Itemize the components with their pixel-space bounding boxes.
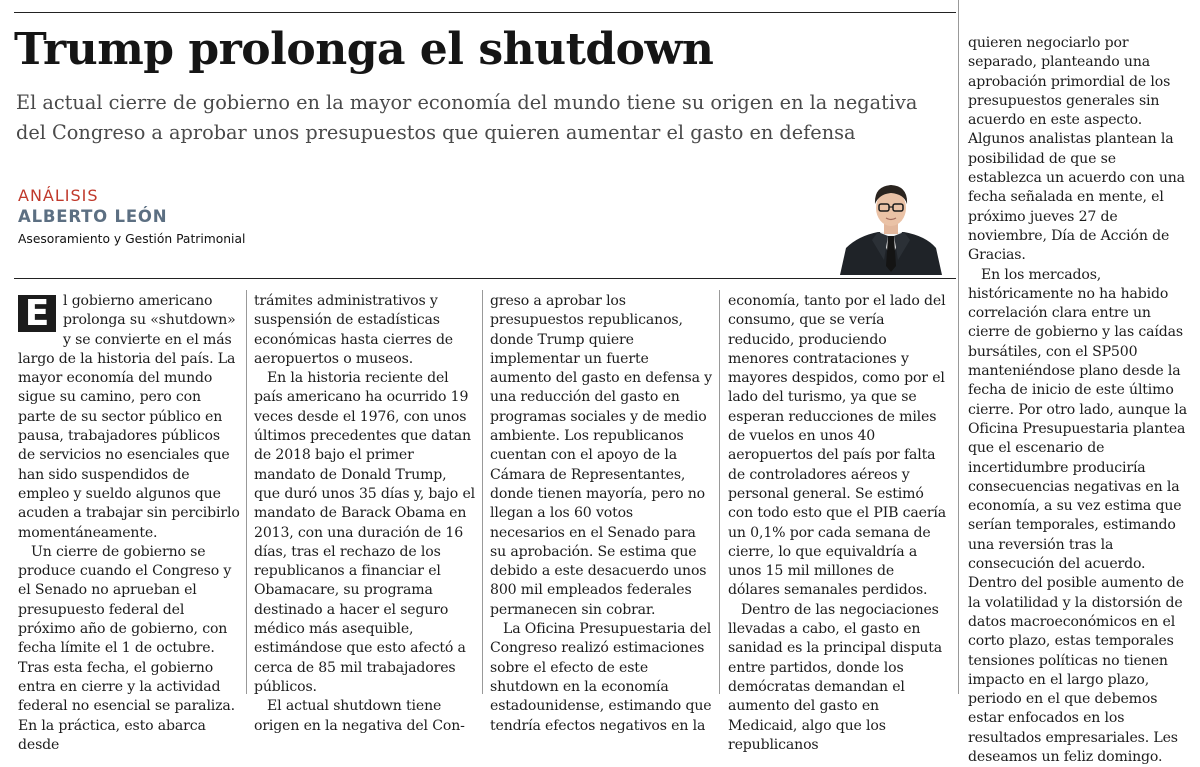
article-column-2 (254, 292, 476, 736)
header-divider (14, 278, 956, 279)
author-portrait (838, 174, 944, 275)
paragraph: En los mercados, históricamente no ha habido correlación clara entre un cierre de gobierno y las caídas bursátiles, con el SP500 manteniéndose plano desde la fecha de inicio de este último cierre. Por otro lado, aunque la Oficina Presupuestaria plantea que el escenario de incertidumbre produciría consecuencias negativas en la economía, a su vez estima que serían temporales, estimando una reversión tras la consecución del acuerdo. Dentro del posible aumento de la volatilidad y la distorsión de datos macroeconómicos en el corto plazo, estas temporales tensiones políticas no tienen impacto en el largo plazo, periodo en el que debemos estar enfocados en los resultados empresariales. Les deseamos un feliz domingo. (968, 266, 1187, 765)
paragraph: quieren negociarlo por separado, planteando una aprobación primordial de los presupuestos generales sin acuerdo en este aspecto. Algunos analistas plantean la posibilidad de que se establezca un acuerdo con una fecha señalada en mente, el próximo jueves 27 de noviembre, Día de Acción de Gracias. (968, 35, 1185, 264)
paragraph: Un cierre de gobierno se produce cuando el Congreso y el Senado no aprueban el presupuesto federal del próximo año de gobierno, con fecha límite el 1 de octubre. Tras esta fecha, el gobierno entra en cierre y la actividad federal no esencial se paraliza. En la práctica, esto abarca desde (18, 543, 236, 753)
author-name: ALBERTO LEÓN (18, 207, 168, 226)
column-divider (482, 290, 483, 694)
paragraph: trámites administrativos y suspensión de estadísticas económicas hasta cierres de aeropuertos o museos. (254, 293, 454, 367)
article-column-1 (18, 292, 240, 755)
paragraph: Dentro de las negociaciones llevadas a cabo, el gasto en sanidad es la principal disputa entre partidos, donde los demócratas demandan el aumento del gasto en Medicaid, algo que los republicanos (728, 601, 943, 753)
author-company: Asesoramiento y Gestión Patrimonial (18, 232, 246, 246)
section-label: ANÁLISIS (18, 186, 99, 205)
paragraph: En la historia reciente del país americano ha ocurrido 19 veces desde el 1976, con unos últimos precedentes que datan de 2018 bajo el primer mandato de Donald Trump, que duró unos 35 días y, bajo el mandato de Barack Obama en 2013, con una duración de 16 días, tras el rechazo de los republicanos a financiar el Obamacare, su programa destinado a hacer el seguro médico más asequible, estimándose que esto afectó a cerca de 85 mil trabajadores públicos. (254, 370, 475, 695)
article-column-4 (728, 292, 950, 755)
paragraph: El actual shutdown tiene origen en la negativa del Con- (254, 698, 465, 734)
paragraph: La Oficina Presupuestaria del Congreso realizó estimaciones sobre el efecto de este shutdown en la economía estadounidense, estimando que tendría efectos negativos en la (490, 621, 712, 734)
column-divider (246, 290, 247, 694)
column-divider (719, 290, 720, 694)
headline: Trump prolonga el shutdown (14, 24, 714, 75)
top-rule (14, 12, 956, 13)
article-column-5 (968, 34, 1188, 767)
paragraph: economía, tanto por el lado del consumo, que se vería reducido, produciendo menores contrataciones y mayores despidos, como por el lado del turismo, ya que se esperan reducciones de miles de vuelos en unos 40 aeropuertos del país por falta de controladores aéreos y personal general. Se estimó con todo esto que el PIB caería un 0,1% por cada semana de cierre, lo que equivaldría a unos 15 mil millones de dólares semanales perdidos. (728, 293, 947, 599)
column-divider (958, 0, 959, 694)
article-column-3 (490, 292, 712, 736)
paragraph: l gobierno americano prolonga su «shutdown» y se convierte en el más largo de la historia del país. La mayor economía del mundo sigue su camino, pero con parte de su sector público en pausa, trabajadores públicos de servicios no esenciales que han sido suspendidos de empleo y sueldo algunos que acuden a trabajar sin percibirlo momentáneamente. (18, 293, 240, 541)
author-portrait-image (838, 174, 944, 275)
drop-cap: E (18, 295, 56, 332)
paragraph: greso a aprobar los presupuestos republicanos, donde Trump quiere implementar un fuerte aumento del gasto en defensa y una reducción del gasto en programas sociales y de medio ambiente. Los republicanos cuentan con el apoyo de la Cámara de Representantes, donde tienen mayoría, pero no llegan a los 60 votos necesarios en el Senado para su aprobación. Se estima que debido a este desacuerdo unos 800 mil empleados federales permanecen sin cobrar. (490, 293, 712, 618)
subheadline: El actual cierre de gobierno en la mayor economía del mundo tiene su origen en la negativa del Congreso a aprobar unos presupuestos que quieren aumentar el gasto en defensa (16, 91, 918, 144)
